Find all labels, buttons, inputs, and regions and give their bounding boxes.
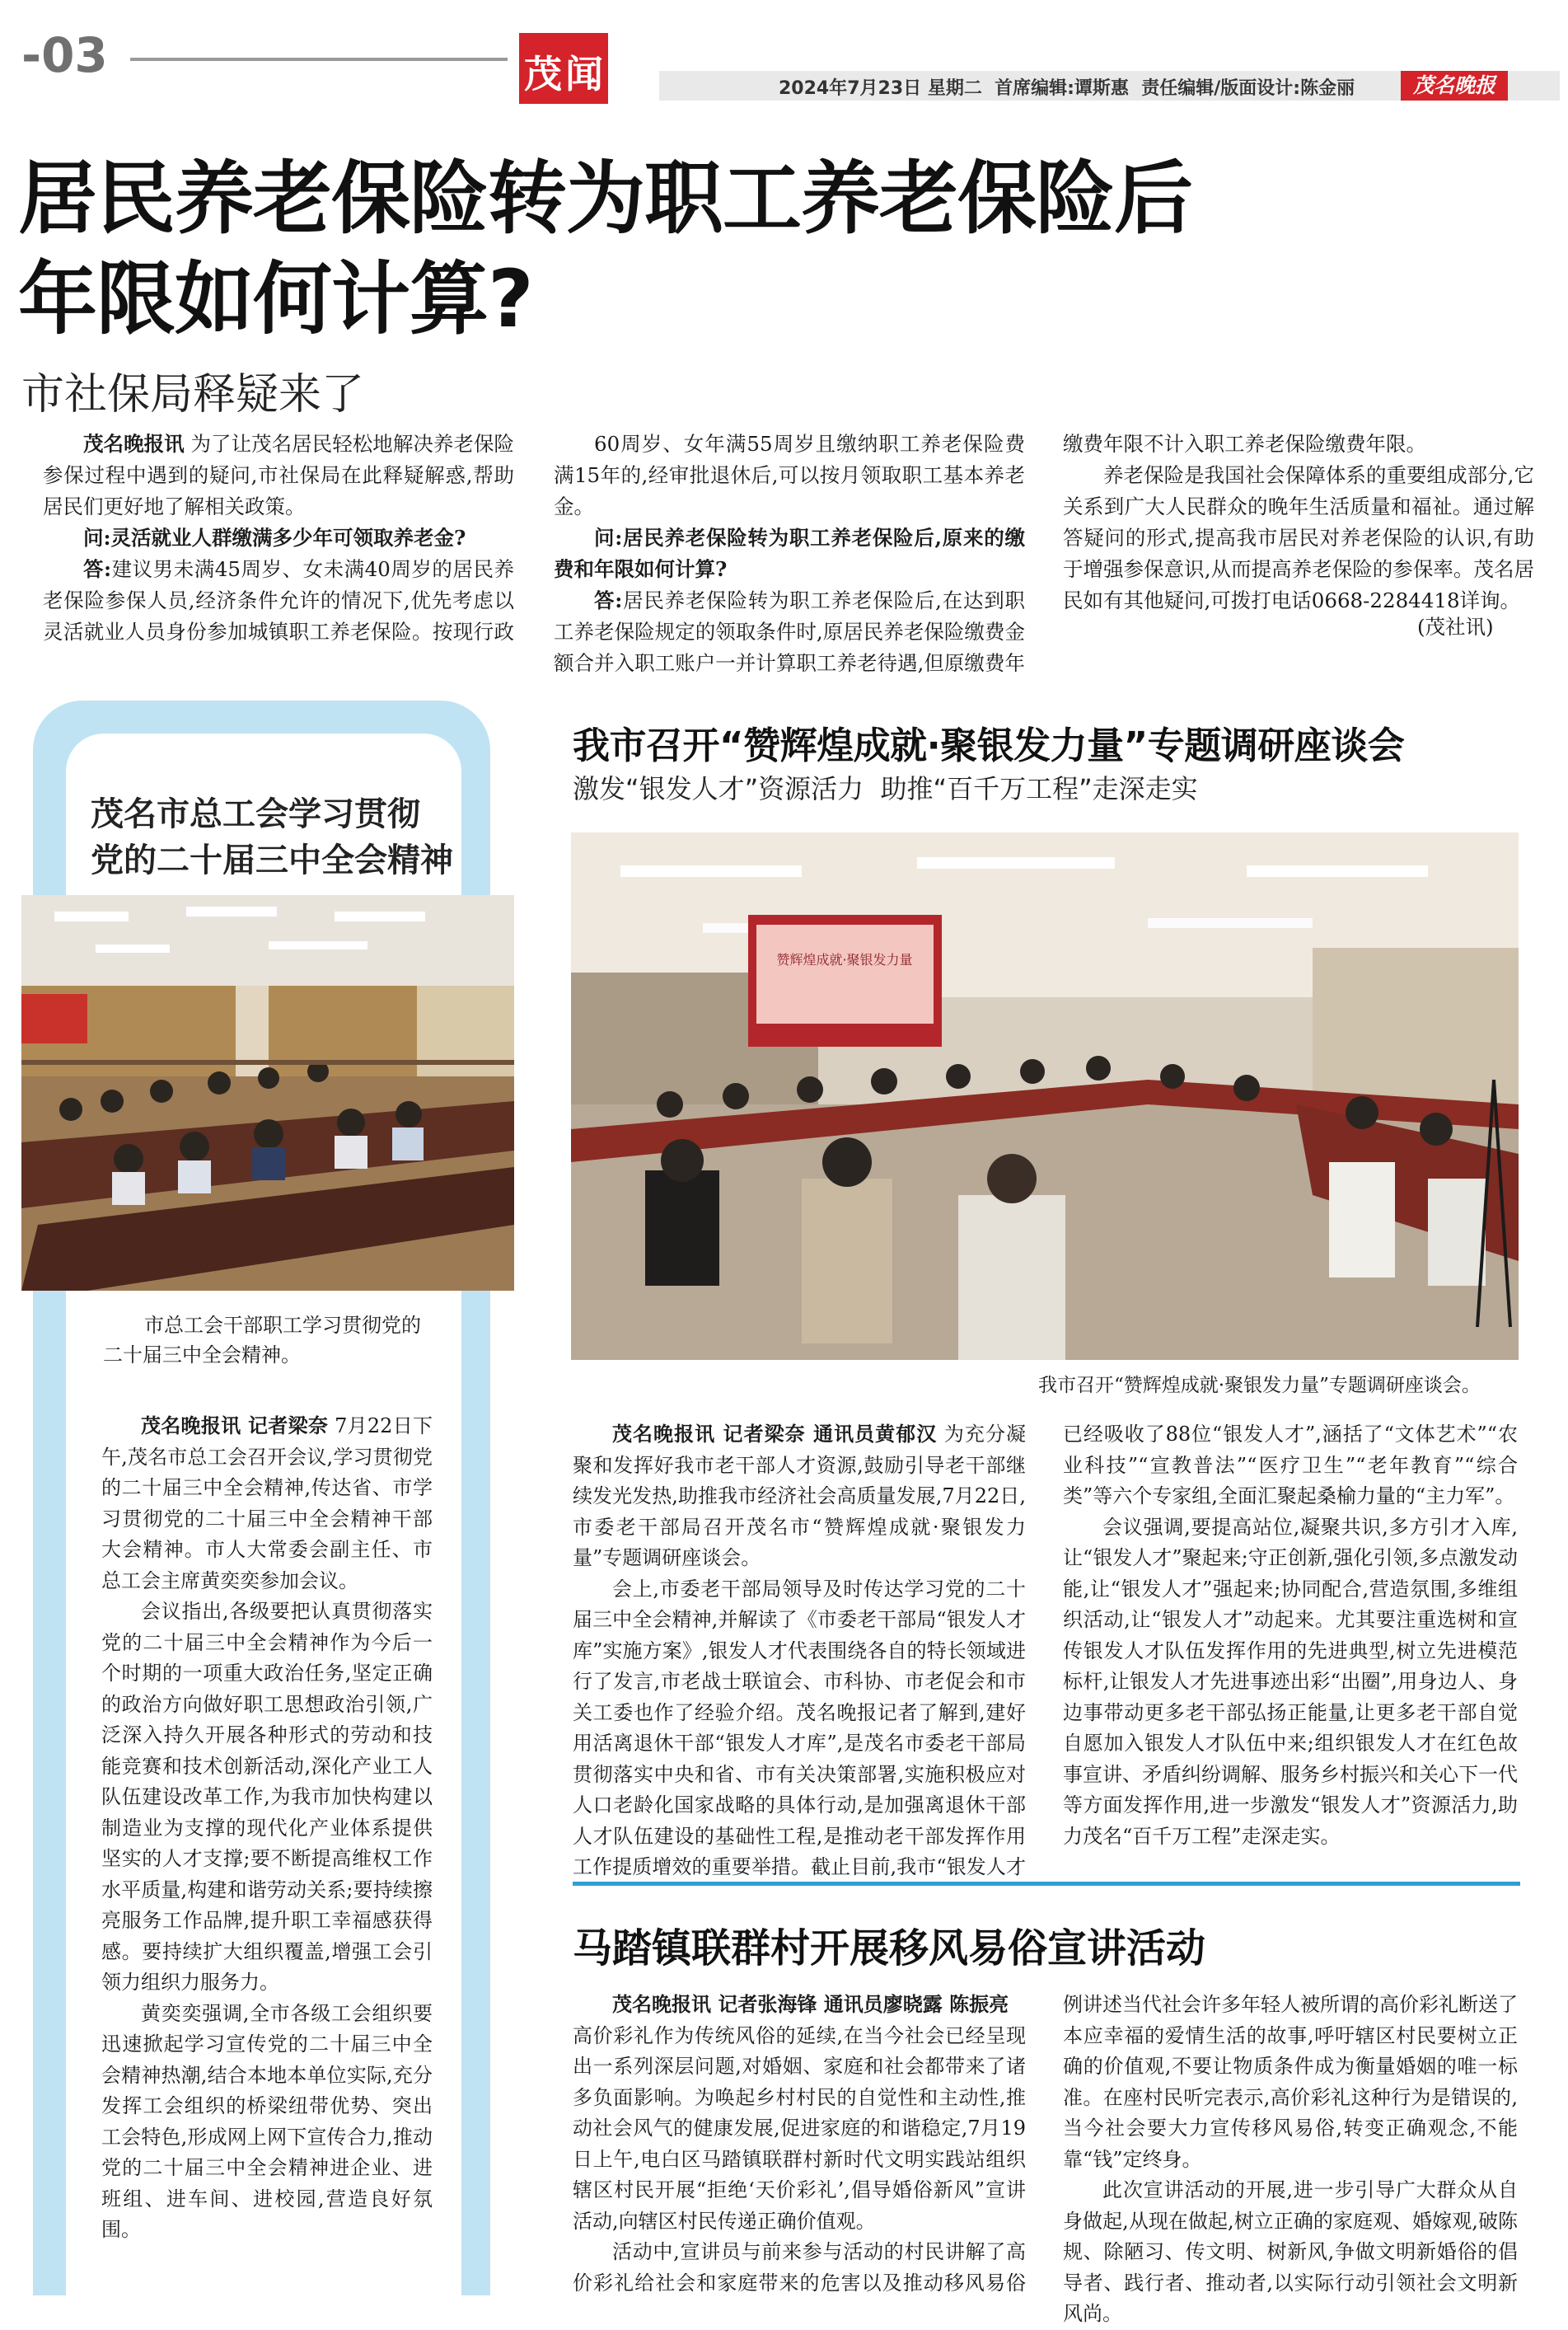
main-byline: (茂社讯) [1417,615,1494,639]
village-paragraph-2-continued: 例讲述当代社会许多年轻人被所谓的高价彩礼断送了本应幸福的爱情生活的故事,呼吁辖区村民要树立正确的价值观,不要让物质条件成为衡量婚姻的唯一标准。在座村民听完表示,高价彩礼这种行为是错误的,当今社会要大力宣传移风易俗,转变正确观念,不能靠“钱”定终身。 [1063,1993,1518,2171]
main-headline-line1: 居民养老保险转为职工养老保险后 [18,152,1192,245]
main-subheadline: 市社保局释疑来了 [21,370,365,420]
screen-slide-text: 赞辉煌成就·聚银发力量 [776,952,913,968]
seminar-paragraph-3: 会议强调,要提高站位,凝聚共识,多方引才入库,让“银发人才”聚起来;守正创新,强化引领,多点激发动能,让“银发人才”强起来;协同配合,营造氛围,多维组织活动,让“银发人才”动起来。尤其要注重选树和宣传银发人才队伍发挥作用的先进典型,树立先进模范标杆,让银发人才先进事迹出彩“出圈”,用身边人、身边事带动更多老干部弘扬正能量,让更多老干部自觉自愿加入银发人才队伍中来;组织银发人才在红色故事宣讲、矛盾纠纷调解、服务乡村振兴和关心下一代等方面发挥作用,进一步激发“银发人才”资源活力,助力茂名“百千万工程”走深走实。 [1063,1515,1518,1848]
header-rule-left [130,58,508,61]
village-headline: 马踏镇联群村开展移风易俗宣讲活动 [573,1925,1206,1971]
seminar-paragraph-2-continued: 已经吸收了88位“银发人才”,涵括了“文体艺术”“农业科技”“宣教普法”“医疗卫生”“老年教育”“综合类”等六个专家组,全面汇聚起桑榆力量的“主力军”。 [1063,1423,1518,1507]
sidebar-photo [21,895,514,1291]
main-closing: 养老保险是我国社会保障体系的重要组成部分,它关系到广大人民群众的晚年生活质量和福祉。通过解答疑问的形式,提高我市居民对养老保险的认识,有助于增强参保意识,从而提高养老保险的参保率。茂名居民如有其他疑问,可拨打电话0668-2284418详询。 [1063,463,1534,612]
section-tab [519,33,608,104]
main-headline [18,148,1192,349]
sidebar-caption-line1: 市总工会干部职工学习贯彻党的 [144,1314,421,1337]
main-answer-1-continued: 60周岁、女年满55周岁且缴纳职工养老保险费满15年的,经审批退休后,可以按月领取职工基本养老金。 [554,432,1025,518]
issue-info: 2024年7月23日 星期二 首席编辑:谭斯惠 责任编辑/版面设计:陈金丽 [779,78,1355,99]
sidebar-headline-line1: 茂名市总工会学习贯彻 [91,795,420,833]
main-answer-2: 居民养老保险转为职工养老保险后,在达到职工养老保险规定的领取条件时,原居民养老保险缴费金额合并入职工账户一并计算职工养老待遇,但原缴费年 [554,588,1025,675]
village-paragraph-1: 高价彩礼作为传统风俗的延续,在当今社会已经呈现出一系列深层问题,对婚姻、家庭和社会都带来了诸多负面影响。为唤起乡村村民的自觉性和主动性,推动社会风气的健康发展,促进家庭的和谐稳定,7月19日上午,电白区马踏镇联群村新时代文明实践站组织辖区村民开展“拒绝‘天价彩礼’,倡导婚俗新风”宣讲活动,向辖区村民传递正确价值观。 [573,2023,1026,2233]
sidebar-body [101,1411,433,2246]
sidebar-photo-caption [103,1310,490,1370]
sidebar-paragraph-3: 黄奕奕强调,全市各级工会组织要迅速掀起学习宣传党的二十届三中全会精神热潮,结合本地本单位实际,充分发挥工会组织的桥梁纽带优势、突出工会特色,形成网上网下宣传合力,推动党的二十届三中全会精神进企业、进班组、进车间、进校园,营造良好氛围。 [101,2001,433,2241]
seminar-photo-caption: 我市召开“赞辉煌成就·聚银发力量”专题调研座谈会。 [1038,1375,1481,1396]
seminar-paragraph-1: 为充分凝聚和发挥好我市老干部人才资源,鼓励引导老干部继续发光发热,助推我市经济社会高质量发展,7月22日,市委老干部局召开茂名市“赞辉煌成就·聚银发力量”专题调研座谈会。 [573,1423,1026,1569]
seminar-subheadline: 激发“银发人才”资源活力 助推“百千万工程”走深走实 [573,773,1198,804]
village-paragraph-3: 此次宣讲活动的开展,进一步引导广大群众从自身做起,从现在做起,树立正确的家庭观、婚嫁观,破陈规、除陋习、传文明、树新风,争做文明新婚俗的倡导者、践行者、推动者,以实际行动引领社会文明新风尚。 [1063,2178,1518,2325]
main-answer-1-label: 答: [83,557,112,581]
main-column-2 [554,429,1025,679]
seminar-paragraph-2: 会上,市委老干部局领导及时传达学习党的二十届三中全会精神,并解读了《市委老干部局“银发人才库”实施方案》,银发人才代表围绕各自的特长领域进行了发言,市老战士联谊会、市科协、市老促会和市关工委也作了经验介绍。茂名晚报记者了解到,建好用活离退休干部“银发人才库”,是茂名市委老干部局贯彻落实中央和省、市有关决策部署,实施积极应对人口老龄化国家战略的具体行动,是加强离退休干部人才队伍建设的基础性工程,是推动老干部发挥作用工作提质增效的重要举措。截止目前,我市“银发人才 [573,1577,1026,1876]
main-headline-line2: 年限如何计算? [18,253,533,345]
masthead-logo [1401,71,1508,101]
main-answer-2-label: 答: [594,588,623,612]
village-lead-label: 茂名晚报讯 记者张海锋 通讯员廖晓露 陈振亮 [612,1993,1009,2016]
sidebar-caption-line2: 二十届三中全会精神。 [103,1343,301,1367]
village-column-1 [573,1990,1026,2299]
seminar-photo [571,832,1519,1360]
section-label: 茂闻 [524,52,606,96]
main-intro: 为了让茂名居民轻松地解决养老保险参保过程中遇到的疑问,市社保局在此释疑解惑,帮助居民们更好地了解相关政策。 [43,432,515,518]
seminar-column-2 [1063,1419,1518,1852]
main-answer-2-continued: 缴费年限不计入职工养老保险缴费年限。 [1063,432,1426,456]
sidebar-lead-label: 茂名晚报讯 记者梁奈 [141,1414,329,1437]
masthead-logo-text: 茂名晚报 [1412,73,1495,97]
main-question-2: 问:居民养老保险转为职工养老保险后,原来的缴费和年限如何计算? [554,526,1025,581]
sidebar-headline-line2: 党的二十届三中全会精神 [91,842,453,879]
seminar-headline: 我市召开“赞辉煌成就·聚银发力量”专题调研座谈会 [573,724,1405,767]
village-paragraph-2: 活动中,宣讲员与前来参与活动的村民讲解了高价彩礼给社会和家庭带来的危害以及推动移风易俗 [573,2240,1026,2295]
seminar-meeting-photo [571,832,1519,1360]
page-number: -03 [21,27,108,83]
seminar-lead-label: 茂名晚报讯 记者梁奈 通讯员黄郁汉 [612,1423,938,1446]
main-question-1: 问:灵活就业人群缴满多少年可领取养老金? [83,526,466,550]
union-meeting-photo [21,895,514,1291]
village-column-2 [1063,1990,1518,2330]
sidebar-paragraph-2: 会议指出,各级要把认真贯彻落实党的二十届三中全会精神作为今后一个时期的一项重大政治任务,坚定正确的政治方向做好职工思想政治引领,广泛深入持久开展各种形式的劳动和技能竞赛和技术创新活动,深化产业工人队伍建设改革工作,为我市加快构建以制造业为支撑的现代化产业体系提供坚实的人才支撑;要不断提高维权工作水平质量,构建和谐劳动关系;要持续擦亮服务工作品牌,提升职工幸福感获得感。要持续扩大组织覆盖,增强工会引领力组织力服务力。 [101,1600,433,1994]
section-divider [573,1882,1520,1886]
main-column-1 [43,429,514,648]
main-lead-label: 茂名晚报讯 [83,432,185,456]
page-number-dash: - [21,27,42,83]
sidebar-headline [91,791,453,884]
main-column-3 [1063,429,1534,616]
seminar-column-1 [573,1419,1026,1876]
main-answer-1: 建议男未满45周岁、女未满40周岁的居民养老保险参保人员,经济条件允许的情况下,优先考虑以灵活就业人员身份参加城镇职工养老保险。按现行政 [43,557,514,644]
sidebar-paragraph-1: 7月22日下午,茂名市总工会召开会议,学习贯彻党的二十届三中全会精神,传达省、市学习贯彻党的二十届三中全会精神干部大会精神。市人大常委会副主任、市总工会主席黄奕奕参加会议。 [101,1414,433,1592]
